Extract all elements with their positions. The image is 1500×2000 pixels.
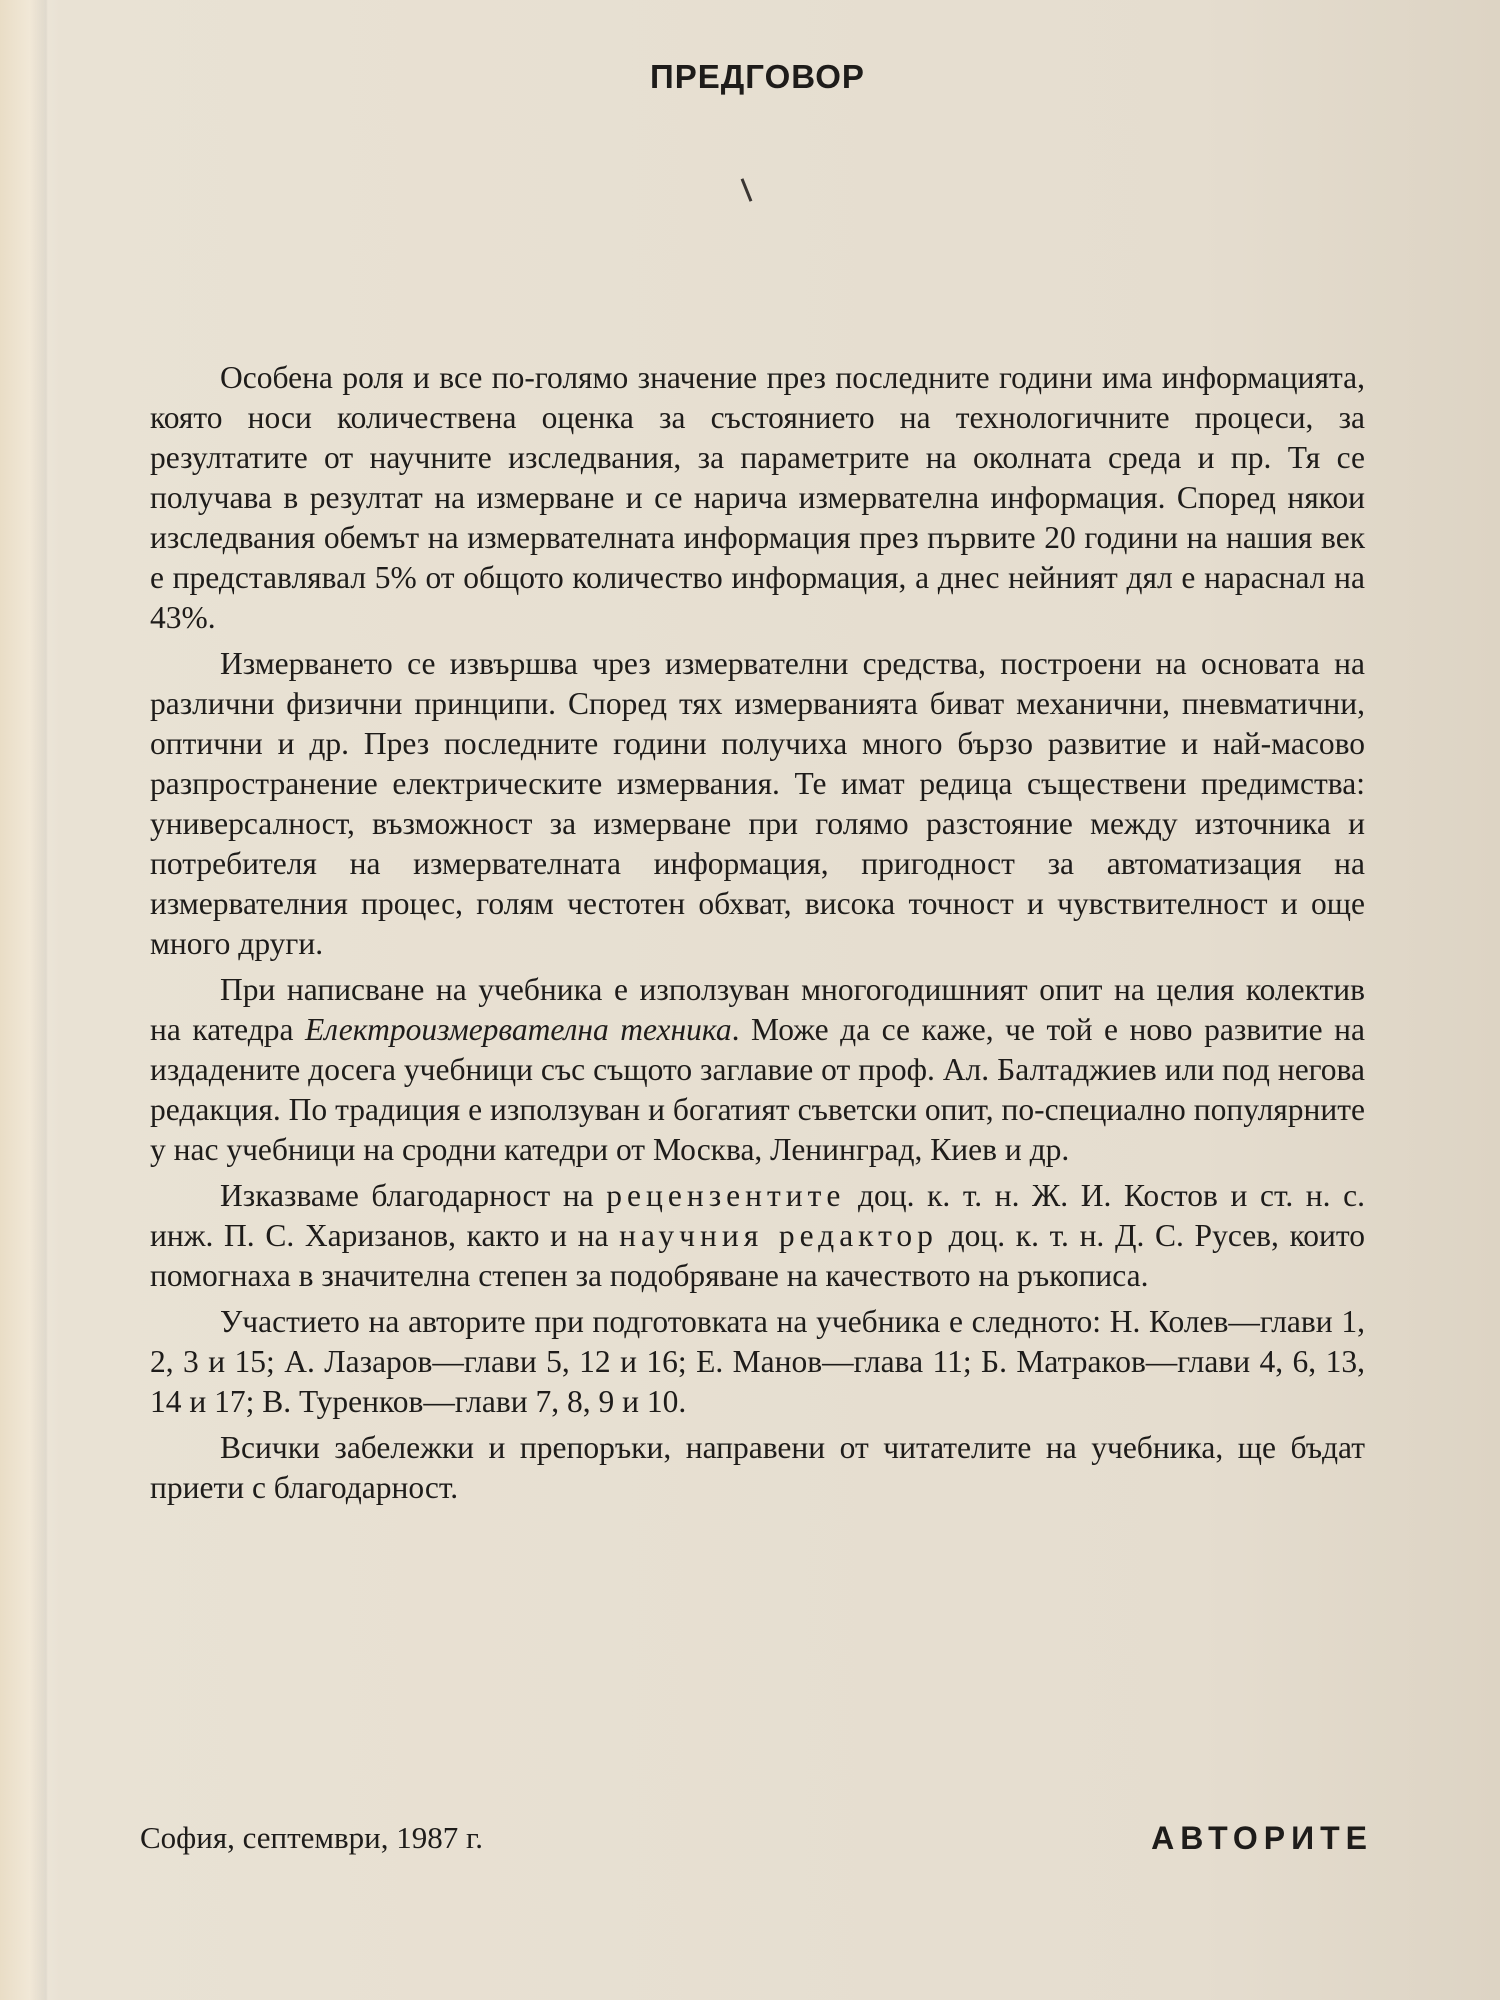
paragraph-3 (150, 970, 1365, 1170)
paragraph-2: Измерването се извършва чрез измервателни средства, построени на основата на различни физични принципи. Според тях измерванията биват механични, пневматични, оптични и др. През последните години получиха много бързо развитие и най-масово разпространение електрическите измервания. Те имат редица съществени предимства: универсалност, възможност за измерване при голямо разстояние между източника и потребителя на измервателната информация, пригодност за автоматизация на измервателния процес, голям честотен обхват, висока точност и чувствителност и още много други. (150, 646, 1365, 961)
paragraph-3-text-after: . Може да се каже, че той е ново развитие на издадените досега учебници със същото заглавие от проф. Ал. Балтаджиев или под негова редакция. По традиция е използуван и богатият съветски опит, по-специално популярните у нас учебници на сродни катедри от Москва, Ленинград, Киев и др. (150, 1012, 1366, 1167)
place-and-date: София, септември, 1987 г. (140, 1820, 483, 1855)
authors-signature: АВТОРИТЕ (1151, 1820, 1373, 1856)
department-name: Електроизмервателна техника (305, 1012, 732, 1047)
paragraph-4-part-2: доц. к. т. н. Ж. И. Костов и ст. н. с. инж. П. С. Харизанов, както и на (150, 1178, 1365, 1253)
reviewers-label: рецензентите (606, 1178, 846, 1213)
page-title: ПРЕДГОВОР (650, 58, 865, 95)
paragraph-4 (150, 1176, 1365, 1296)
paragraph-4-part-1: Изказваме благодарност на (220, 1178, 607, 1213)
page-content (140, 50, 1373, 1856)
paragraph-1: Особена роля и все по-голямо значение през последните години има информацията, която носи количествена оценка за състоянието на технологичните процеси, за резултатите от научните изследвания, за параметрите на околната среда и пр. Тя се получава в резултат на измерване и се нарича измервателна информация. Според някои изследвания обемът на измервателната информация през първите 20 години на нашия век е представлявал 5% от общото количество информация, а днес нейният дял е нараснал на 43%. (150, 360, 1365, 635)
paragraph-5: Участието на авторите при подготовката на учебника е следното: Н. Колев—глави 1, 2, 3 и 15; А. Лазаров—глави 5, 12 и 16; Е. Манов—глава 11; Б. Матраков—глави 4, 6, 13, 14 и 17; В. Туренков—глави 7, 8, 9 и 10. (150, 1304, 1365, 1419)
paragraph-4-part-3: доц. к. т. н. Д. С. Русев, които помогнаха в значителна степен за подобряване на качеството на ръкописа. (150, 1218, 1365, 1293)
scientific-editor-label: научния редактор (619, 1218, 938, 1253)
paragraph-3-text-before: При написване на учебника е използуван многогодишният опит на целия колектив на катедра (150, 972, 1365, 1047)
preface-body (150, 358, 1365, 1508)
page-spine-edge (0, 0, 48, 2000)
paragraph-6: Всички забележки и препоръки, направени от читателите на учебника, ще бъдат приети с благодарност. (150, 1430, 1365, 1505)
